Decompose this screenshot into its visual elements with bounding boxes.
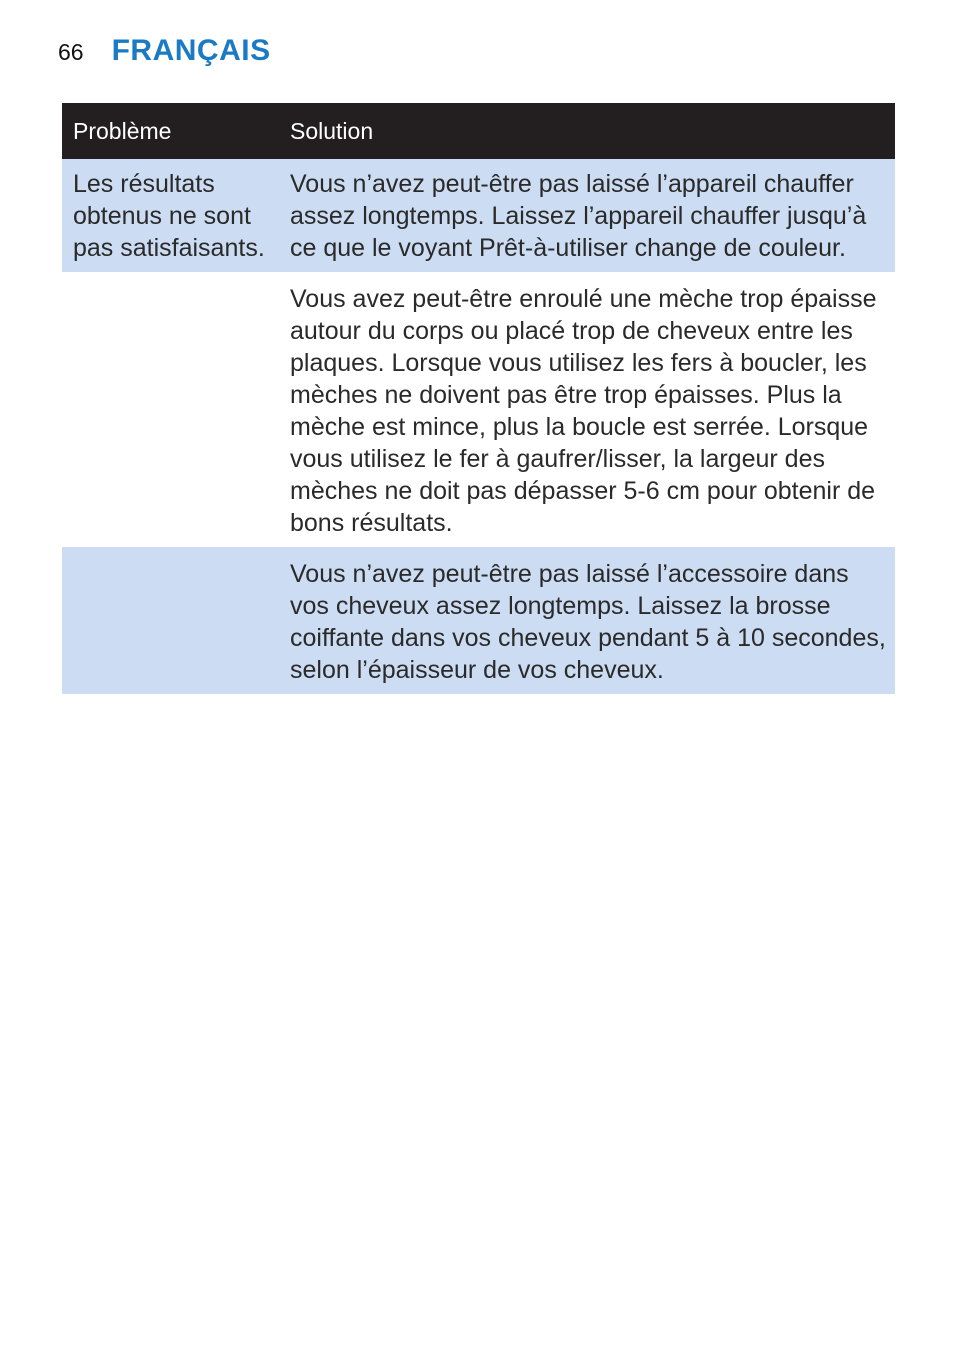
table-row	[62, 272, 895, 547]
solution-cell: Vous n’avez peut-être pas laissé l’accessoire dans vos cheveux assez longtemps. Laissez la brosse coiffante dans vos cheveux pendant 5 à 10 secondes, selon l’épaisseur de vos cheveux.	[279, 547, 895, 694]
problem-cell	[62, 272, 279, 547]
troubleshooting-table	[62, 103, 895, 694]
problem-cell: Les résultats obtenus ne sont pas satisfaisants.	[62, 159, 279, 272]
table-header-row	[62, 103, 895, 159]
page-number: 66	[58, 39, 84, 65]
solution-cell: Vous n’avez peut-être pas laissé l’appareil chauffer assez longtemps. Laissez l’appareil chauffer jusqu’à ce que le voyant Prêt-à-utiliser change de couleur.	[279, 159, 895, 272]
table-row	[62, 547, 895, 694]
solution-cell: Vous avez peut-être enroulé une mèche trop épaisse autour du corps ou placé trop de cheveux entre les plaques. Lorsque vous utilisez les fers à boucler, les mèches ne doivent pas être trop épaisses. Plus la mèche est mince, plus la boucle est serrée. Lorsque vous utilisez le fer à gaufrer/lisser, la largeur des mèches ne doit pas dépasser 5-6 cm pour obtenir de bons résultats.	[279, 272, 895, 547]
table-row	[62, 159, 895, 272]
column-header-solution: Solution	[279, 103, 895, 159]
page-header	[58, 34, 271, 68]
section-title: FRANÇAIS	[111, 34, 271, 67]
column-header-problem: Problème	[62, 103, 279, 159]
problem-cell	[62, 547, 279, 694]
